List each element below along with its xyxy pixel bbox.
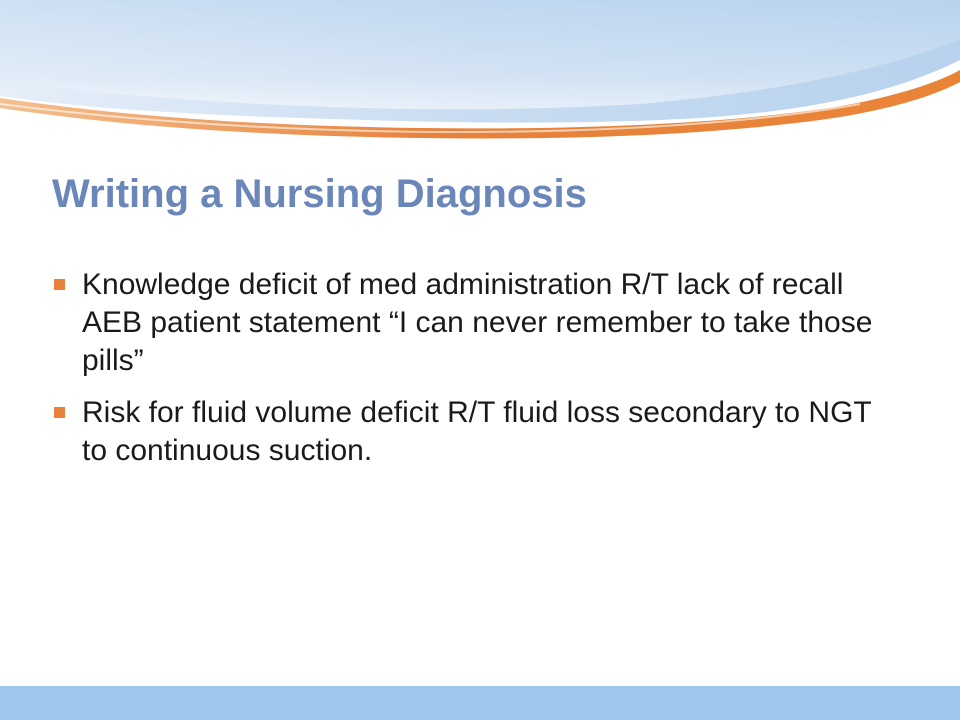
slide-title: Writing a Nursing Diagnosis — [52, 172, 587, 216]
header-swoosh-graphic — [0, 0, 960, 160]
bullet-item — [52, 394, 902, 470]
bullet-text: Risk for fluid volume deficit R/T fluid loss secondary to NGT to continuous suction. — [82, 396, 872, 467]
square-bullet-icon — [54, 279, 65, 290]
bullet-text: Knowledge deficit of med administration R/T lack of recall AEB patient statement “I can never remember to take those pills” — [82, 268, 873, 377]
square-bullet-icon — [54, 407, 65, 418]
bullet-list — [52, 266, 902, 484]
bullet-item — [52, 266, 902, 380]
footer-band — [0, 686, 960, 720]
